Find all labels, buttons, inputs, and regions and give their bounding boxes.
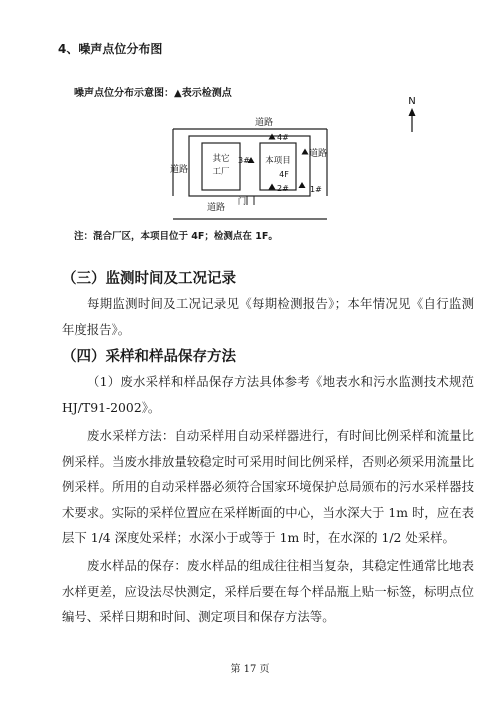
noise-point-map: [0, 0, 500, 260]
road-right-label: 道路: [308, 149, 328, 159]
point-4-label: 4#: [277, 133, 289, 142]
project-label: 本项目: [265, 156, 291, 166]
gate-label: 门: [237, 197, 247, 207]
site-boundary: [189, 136, 310, 196]
project-box: [260, 143, 296, 190]
monitoring-point-icon-1b: [299, 182, 306, 188]
section-3-heading: （三）监测时间及工况记录: [62, 271, 236, 287]
other-factory-label-1: 其它: [212, 154, 230, 164]
road-top-label: 道路: [254, 118, 274, 128]
section-4-paragraph-2: 废水采样方法：自动采样用自动采样器进行，有时间比例采样和流量比例采样。当废水排放量较稳定时可采用时间比例采样，否则必须采用流量比例采样。所用的自动采样器必须符合国家环境保护总局颁布的污水采样器技术要求。实际的采样位置应在采样断面的中心，当水深大于 1m 时，应在表层下 1/4 深度处采样；水深小于或等于 1m 时，在水深的 1/2 处采样。: [62, 428, 474, 545]
section-4-paragraph-1: （1）废水采样和样品保存方法具体参考《地表水和污水监测技术规范 HJ/T91-2002》。: [62, 374, 474, 415]
noise-map-heading: 4、噪声点位分布图: [58, 42, 163, 56]
road-left-label: 道路: [169, 165, 189, 175]
project-floor-label: 4F: [279, 170, 289, 179]
page-number: 第 17 页: [230, 664, 270, 675]
monitoring-point-icon-1: [302, 149, 309, 155]
point-2-label: 2#: [277, 184, 289, 193]
section-4-paragraph-3: 废水样品的保存：废水样品的组成往往相当复杂，其稳定性通常比地表水样更差，应设法尽快测定，采样后要在每个样品瓶上贴一标签，标明点位编号、采样日期和时间、测定项目和保存方法等。: [62, 558, 474, 624]
road-bottom-label: 道路: [206, 203, 226, 213]
monitoring-point-icon-2: [269, 184, 276, 190]
noise-map-note: 注：混合厂区，本项目位于 4F；检测点在 1F。: [74, 231, 278, 242]
north-arrow-head-icon: [409, 108, 416, 116]
other-factory-label-2: 工厂: [212, 167, 230, 177]
noise-map-legend: 噪声点位分布示意图：▲表示检测点: [74, 88, 232, 99]
point-1-label: 1#: [310, 185, 322, 194]
section-3-paragraph: 每期监测时间及工况记录见《每期检测报告》；本年情况见《自行监测年度报告》。: [62, 296, 474, 337]
north-label: N: [408, 96, 416, 107]
point-3-label: 3#: [238, 156, 250, 165]
section-4-heading: （四）采样和样品保存方法: [62, 349, 236, 365]
